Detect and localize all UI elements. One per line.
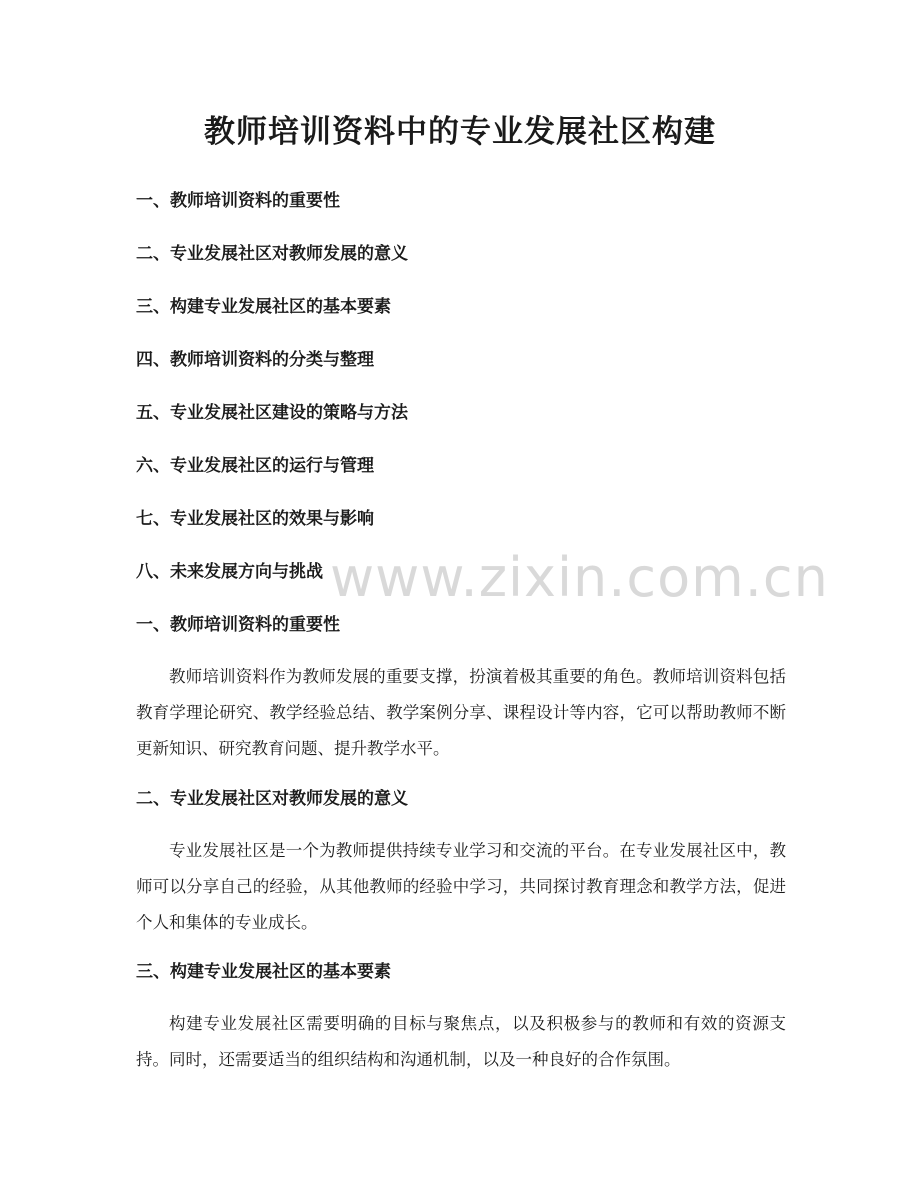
section-2: [136, 784, 786, 941]
section-3: [136, 957, 786, 1078]
table-of-contents: [136, 186, 796, 610]
toc-item: 八、未来发展方向与挑战: [136, 562, 323, 582]
section-heading: 二、专业发展社区对教师发展的意义: [136, 789, 408, 809]
section-heading: 三、构建专业发展社区的基本要素: [136, 962, 391, 982]
toc-item: 六、专业发展社区的运行与管理: [136, 456, 374, 476]
toc-item: 二、专业发展社区对教师发展的意义: [136, 244, 408, 264]
section-paragraph: 教师培训资料作为教师发展的重要支撑，扮演着极其重要的角色。教师培训资料包括教育学理论研究、教学经验总结、教学案例分享、课程设计等内容，它可以帮助教师不断更新知识、研究教育问题、提升教学水平。: [136, 667, 786, 758]
section-paragraph: 专业发展社区是一个为教师提供持续专业学习和交流的平台。在专业发展社区中，教师可以分享自己的经验，从其他教师的经验中学习，共同探讨教育理念和教学方法，促进个人和集体的专业成长。: [136, 841, 786, 932]
section-heading: 一、教师培训资料的重要性: [136, 615, 340, 635]
toc-item: 七、专业发展社区的效果与影响: [136, 509, 374, 529]
page-title: 教师培训资料中的专业发展社区构建: [204, 114, 716, 150]
section-1: [136, 610, 786, 767]
toc-item: 一、教师培训资料的重要性: [136, 191, 340, 211]
toc-item: 三、构建专业发展社区的基本要素: [136, 297, 391, 317]
section-paragraph: 构建专业发展社区需要明确的目标与聚焦点，以及积极参与的教师和有效的资源支持。同时，还需要适当的组织结构和沟通机制，以及一种良好的合作氛围。: [136, 1014, 786, 1069]
toc-item: 四、教师培训资料的分类与整理: [136, 350, 374, 370]
toc-item: 五、专业发展社区建设的策略与方法: [136, 403, 408, 423]
watermark: www.zixin.com.cn: [330, 546, 829, 609]
